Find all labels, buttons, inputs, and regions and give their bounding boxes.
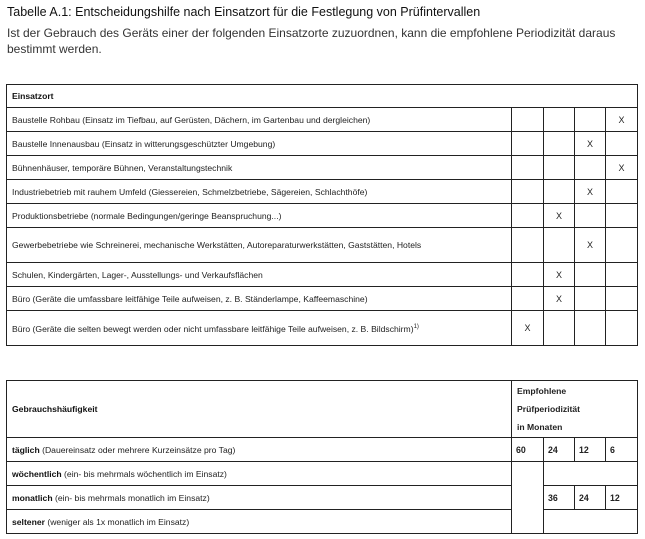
frequency-table [6, 380, 638, 534]
mark-cell [544, 180, 575, 204]
mark-cell [544, 228, 575, 263]
location-row [7, 263, 638, 287]
mark-cell [575, 287, 606, 311]
period-empty-cell [544, 462, 638, 486]
footnote-marker: 1) [413, 323, 419, 330]
period-header [512, 381, 638, 438]
location-label-text: Baustelle Innenausbau (Einsatz in witterungsgeschützter Umgebung) [12, 138, 276, 149]
location-row [7, 180, 638, 204]
mark-cell [544, 132, 575, 156]
location-row [7, 132, 638, 156]
mark-cell [512, 108, 544, 132]
location-label [7, 204, 512, 228]
mark-cell [512, 287, 544, 311]
frequency-term: seltener [12, 516, 45, 527]
mark-cell [512, 204, 544, 228]
location-label [7, 263, 512, 287]
location-label [7, 108, 512, 132]
location-row [7, 108, 638, 132]
location-row [7, 311, 638, 346]
mark-cell: X [575, 180, 606, 204]
location-label-text: Produktionsbetriebe (normale Bedingungen/geringe Beanspruchung...) [12, 210, 282, 221]
location-label-text: Schulen, Kindergärten, Lager-, Ausstellungs- und Verkaufsflächen [12, 269, 263, 280]
mark-cell: X [606, 108, 638, 132]
mark-cell [512, 228, 544, 263]
location-row [7, 204, 638, 228]
mark-cell: X [575, 228, 606, 263]
mark-cell [575, 263, 606, 287]
frequency-term: wöchentlich [12, 468, 62, 479]
location-label-text: Gewerbebetriebe wie Schreinerei, mechanische Werkstätten, Autoreparaturwerkstätten, Gaststätten, Hotels [12, 239, 422, 250]
mark-cell: X [544, 287, 575, 311]
period-value: 12 [606, 486, 638, 510]
table-title: Tabelle A.1: Entscheidungshilfe nach Einsatzort für die Festlegung von Prüfintervallen [7, 5, 481, 19]
period-header-line: Empfohlene [517, 386, 567, 396]
location-label-text: Industriebetrieb mit rauhem Umfeld (Giessereien, Schmelzbetriebe, Sägereien, Schlachthöfe) [12, 186, 368, 197]
location-label [7, 156, 512, 180]
mark-cell [606, 132, 638, 156]
mark-cell [606, 204, 638, 228]
frequency-desc: (ein- bis mehrmals wöchentlich im Einsatz) [61, 468, 227, 479]
frequency-term: täglich [12, 444, 40, 455]
period-value: 60 [512, 438, 544, 462]
mark-cell [512, 180, 544, 204]
location-table [6, 84, 638, 346]
location-row [7, 287, 638, 311]
period-header-line: in Monaten [517, 422, 563, 432]
period-empty-cell [512, 462, 544, 534]
mark-cell [544, 108, 575, 132]
mark-cell: X [512, 311, 544, 346]
location-label [7, 311, 512, 346]
frequency-desc: (ein- bis mehrmals monatlich im Einsatz) [52, 492, 210, 503]
location-label [7, 180, 512, 204]
mark-cell [512, 263, 544, 287]
mark-cell [512, 156, 544, 180]
period-value: 12 [575, 438, 606, 462]
location-row [7, 156, 638, 180]
mark-cell: X [544, 204, 575, 228]
location-label-text: Bühnenhäuser, temporäre Bühnen, Veranstaltungstechnik [12, 162, 233, 173]
intro-text: Ist der Gebrauch des Geräts einer der folgenden Einsatzorte zuzuordnen, kann die empfohlene Periodizität daraus bestimmt werden. [7, 26, 616, 56]
mark-cell [575, 108, 606, 132]
location-label [7, 287, 512, 311]
location-header: Einsatzort [7, 85, 638, 108]
period-value: 24 [544, 438, 575, 462]
location-label-text: Büro (Geräte die umfassbare leitfähige Teile aufweisen, z. B. Ständerlampe, Kaffeemaschine) [12, 293, 368, 304]
mark-cell: X [544, 263, 575, 287]
mark-cell [575, 311, 606, 346]
mark-cell [544, 156, 575, 180]
period-value: 6 [606, 438, 638, 462]
location-label-text: Baustelle Rohbau (Einsatz im Tiefbau, auf Gerüsten, Dächern, im Gartenbau und dergleichen) [12, 114, 371, 125]
frequency-term: monatlich [12, 492, 53, 503]
frequency-row [7, 462, 512, 486]
location-label [7, 132, 512, 156]
frequency-desc: (Dauereinsatz oder mehrere Kurzeinsätze pro Tag) [39, 444, 236, 455]
mark-cell [606, 263, 638, 287]
mark-cell [606, 287, 638, 311]
location-label [7, 228, 512, 263]
frequency-header: Gebrauchshäufigkeit [7, 381, 512, 438]
period-header-line: Prüfperiodizität [517, 404, 581, 414]
location-label-text: Büro (Geräte die selten bewegt werden oder nicht umfassbare leitfähige Teile aufweisen, z. B. Bildschirm) [12, 323, 414, 334]
mark-cell [575, 204, 606, 228]
mark-cell: X [575, 132, 606, 156]
mark-cell [512, 132, 544, 156]
frequency-row [7, 486, 512, 510]
mark-cell: X [606, 156, 638, 180]
period-empty-cell [544, 510, 638, 534]
mark-cell [606, 180, 638, 204]
frequency-row [7, 510, 512, 534]
frequency-desc: (weniger als 1x monatlich im Einsatz) [44, 516, 190, 527]
period-value: 36 [544, 486, 575, 510]
period-value: 24 [575, 486, 606, 510]
frequency-row [7, 438, 512, 462]
mark-cell [544, 311, 575, 346]
location-row [7, 228, 638, 263]
mark-cell [575, 156, 606, 180]
mark-cell [606, 228, 638, 263]
mark-cell [606, 311, 638, 346]
